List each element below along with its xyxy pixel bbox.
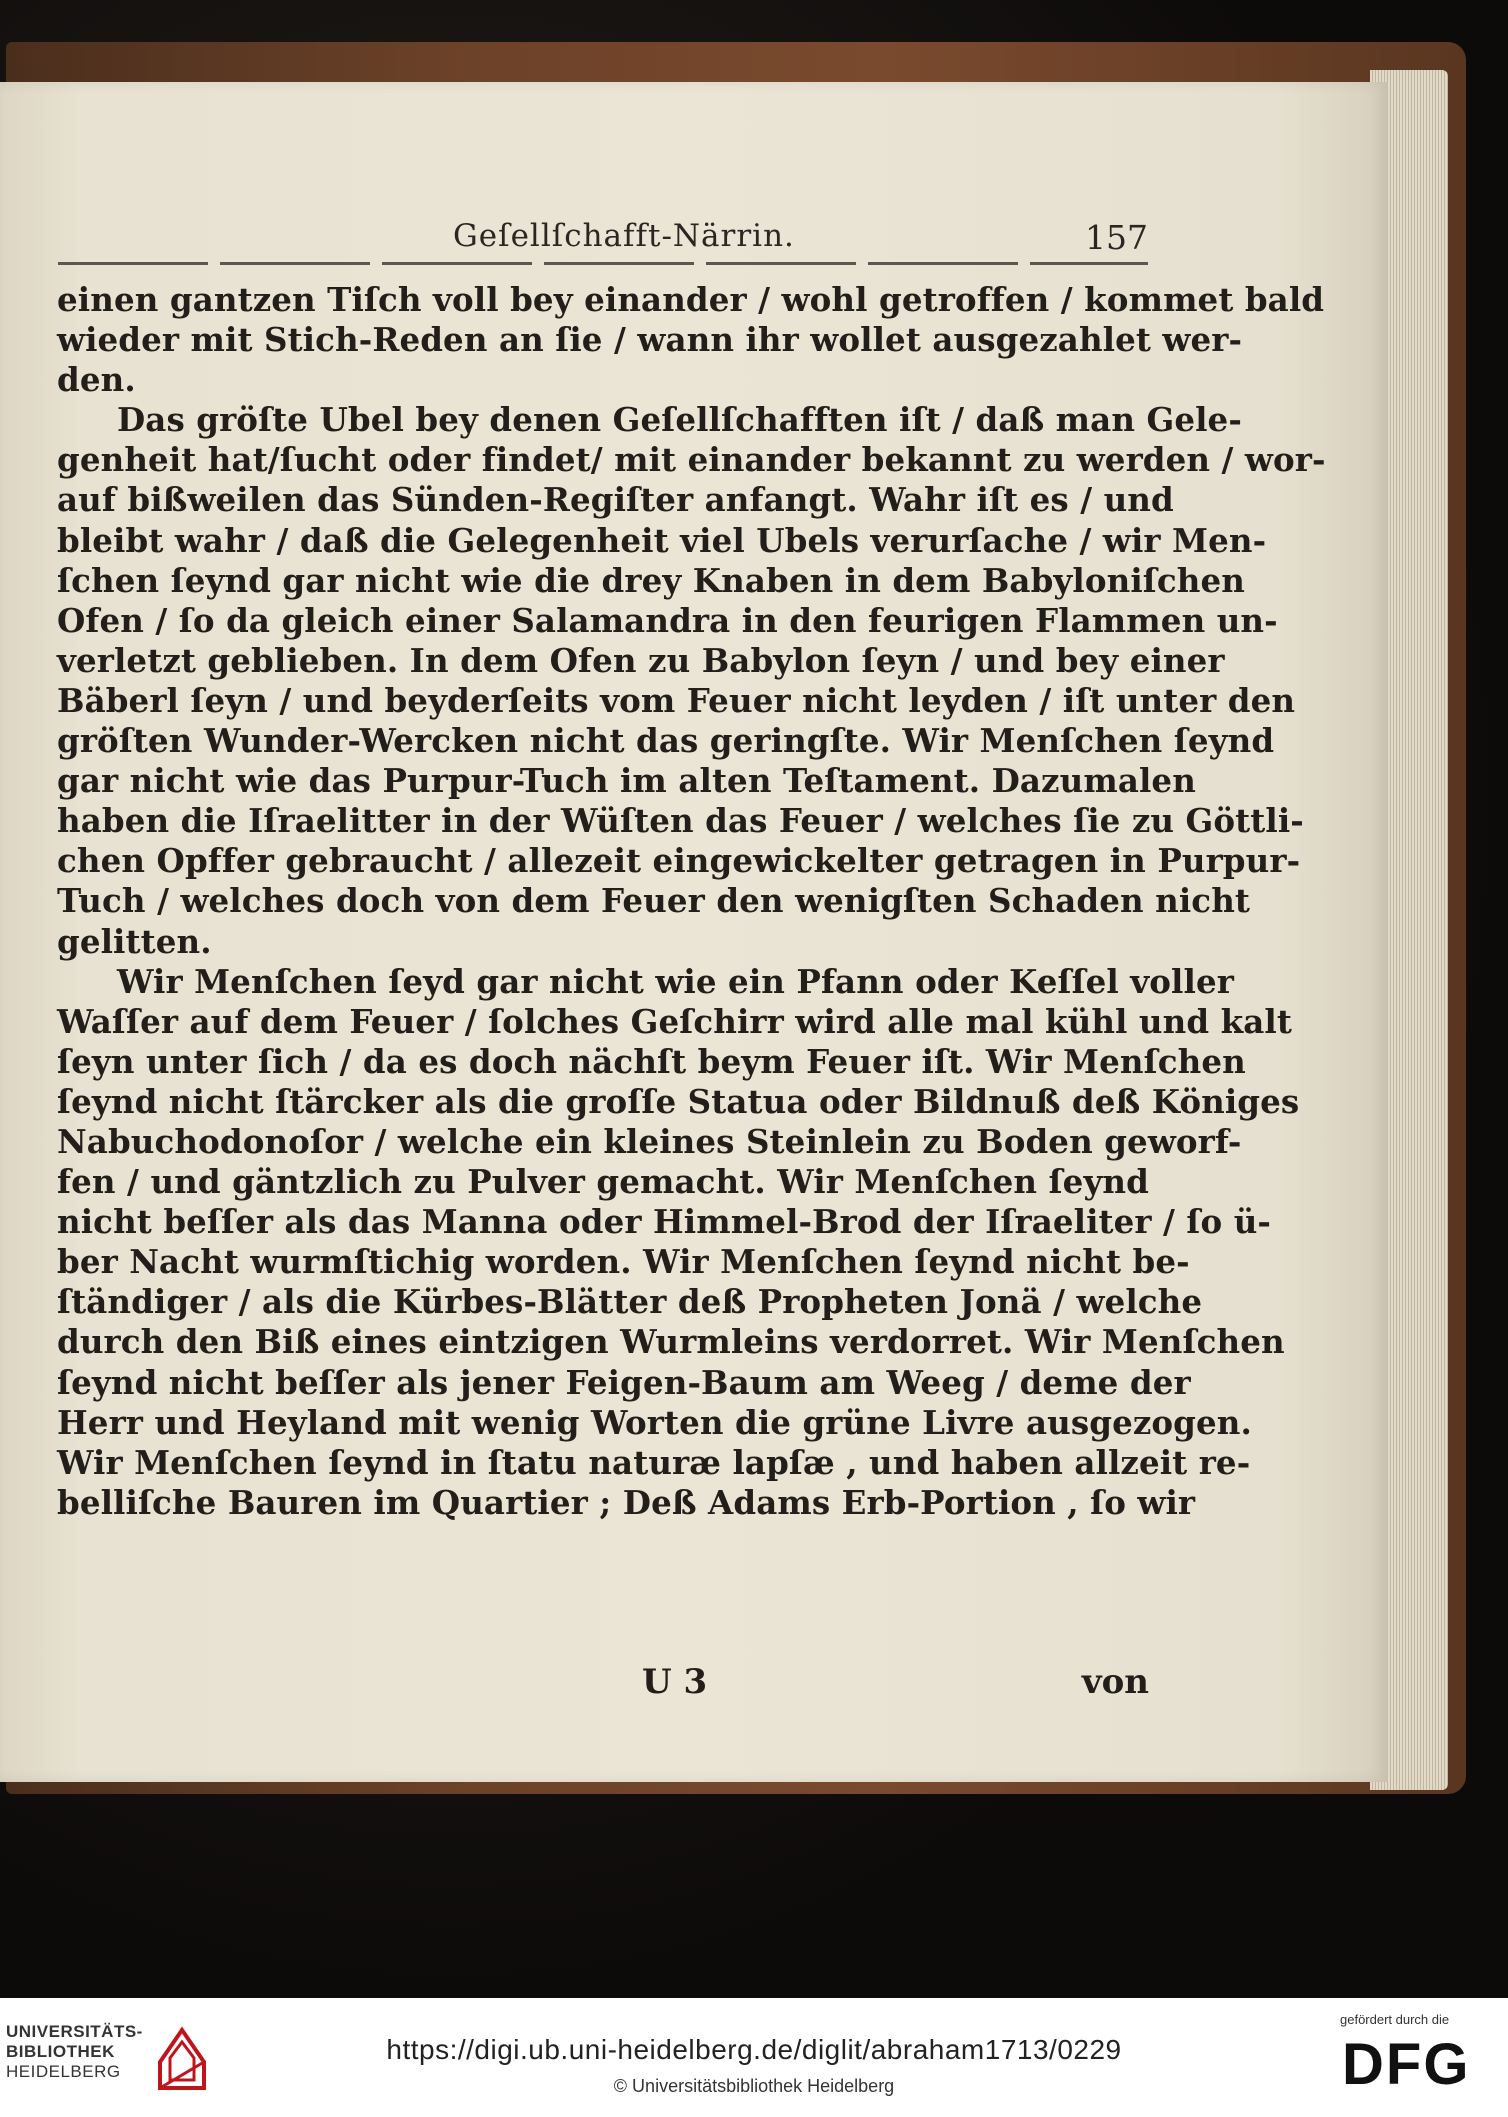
text-line: gröſten Wunder-Wercken nicht das geringſte. Wir Menſchen ſeynd xyxy=(57,721,1275,761)
body-text xyxy=(57,280,1326,1523)
text-line: genheit hat/ſucht oder findet/ mit einander bekannt zu werden / wor- xyxy=(57,440,1326,480)
viewer-footer xyxy=(0,1998,1508,2117)
running-title: Geſellſchafft-Närrin. xyxy=(453,218,795,254)
text-line: ſchen ſeynd gar nicht wie die drey Knaben in dem Babyloniſchen xyxy=(57,560,1245,600)
library-name-line2: BIBLIOTHEK xyxy=(6,2042,115,2061)
text-line: belliſche Bauren im Quartier ; Deß Adams Erb-Portion , ſo wir xyxy=(57,1482,1196,1522)
text-line: ſtändiger / als die Kürbes-Blätter deß Propheten Jonä / welche xyxy=(57,1282,1203,1322)
text-line: nicht beſſer als das Manna oder Himmel-Brod der Iſraeliter / ſo ü- xyxy=(57,1202,1272,1242)
text-line: Wir Menſchen ſeyd gar nicht wie ein Pfann oder Keſſel voller xyxy=(117,961,1234,1001)
text-line: chen Opffer gebraucht / allezeit eingewickelter getragen in Purpur- xyxy=(57,841,1301,881)
text-line: Nabuchodonoſor / welche ein kleines Steinlein zu Boden geworf- xyxy=(57,1121,1242,1161)
text-line: ſeynd nicht beſſer als jener Feigen-Baum am Weeg / deme der xyxy=(57,1362,1191,1402)
library-name-line1: UNIVERSITÄTS- xyxy=(6,2022,143,2041)
running-head xyxy=(58,218,1148,258)
permalink-url[interactable]: https://digi.ub.uni-heidelberg.de/diglit/abraham1713/0229 xyxy=(386,2034,1122,2065)
page-number: 157 xyxy=(1085,218,1148,257)
dfg-logo[interactable] xyxy=(1340,2032,1490,2097)
text-line: Ofen / ſo da gleich einer Salamandra in den feurigen Flammen un- xyxy=(57,600,1278,640)
text-line: Das gröſte Ubel bey denen Geſellſchafften iſt / daß man Gele- xyxy=(117,400,1242,440)
text-line: den. xyxy=(57,360,136,400)
text-line: Tuch / welches doch von dem Feuer den wenigſten Schaden nicht xyxy=(57,881,1251,921)
text-line: auf bißweilen das Sünden-Regiſter anfangt. Wahr iſt es / und xyxy=(57,480,1174,520)
text-line: einen gantzen Tiſch voll bey einander / wohl getroffen / kommet bald xyxy=(57,280,1325,319)
dfg-logo-text: DFG xyxy=(1342,2032,1471,2097)
header-rule xyxy=(58,262,1148,265)
page-foot xyxy=(57,1662,1149,1706)
text-line: fen / und gäntzlich zu Pulver gemacht. Wir Menſchen ſeynd xyxy=(57,1162,1149,1202)
text-line: ber Nacht wurmſtichig worden. Wir Menſchen ſeynd nicht be- xyxy=(57,1242,1190,1282)
text-line: wieder mit Stich-Reden an ſie / wann ihr wollet ausgezahlet wer- xyxy=(57,320,1243,360)
text-line: Herr und Heyland mit wenig Worten die grüne Livre ausgezogen. xyxy=(57,1402,1252,1442)
library-name-line3: HEIDELBERG xyxy=(6,2062,121,2081)
text-line: ſeyn unter ſich / da es doch nächſt beym Feuer iſt. Wir Menſchen xyxy=(57,1041,1246,1081)
text-line: Waſſer auf dem Feuer / ſolches Geſchirr wird alle mal kühl und kalt xyxy=(57,1001,1292,1041)
text-line: Wir Menſchen ſeynd in ſtatu naturæ lapſæ , und haben allzeit re- xyxy=(57,1442,1251,1482)
text-line: ſeynd nicht ſtärcker als die groſſe Statua oder Bildnuß deß Königes xyxy=(57,1081,1300,1121)
text-line: verletzt geblieben. In dem Ofen zu Babylon ſeyn / und bey einer xyxy=(57,640,1225,680)
copyright-notice: © Universitätsbibliothek Heidelberg xyxy=(613,2076,895,2096)
text-line: gar nicht wie das Purpur-Tuch im alten Teſtament. Dazumalen xyxy=(57,761,1196,801)
text-line: durch den Biß eines eintzigen Wurmleins verdorret. Wir Menſchen xyxy=(57,1322,1285,1362)
text-line: gelitten. xyxy=(57,921,212,961)
text-line: bleibt wahr / daß die Gelegenheit viel Ubels verurſache / wir Men- xyxy=(57,520,1267,560)
catchword: von xyxy=(1081,1662,1149,1702)
text-line: haben die Iſraelitter in der Wüſten das Feuer / welches ſie zu Göttli- xyxy=(57,801,1304,841)
signature-mark: U 3 xyxy=(642,1662,708,1702)
text-line: Bäberl ſeyn / und beyderſeits vom Feuer nicht leyden / iſt unter den xyxy=(57,680,1296,720)
funding-label: gefördert durch die xyxy=(1340,2012,1450,2027)
